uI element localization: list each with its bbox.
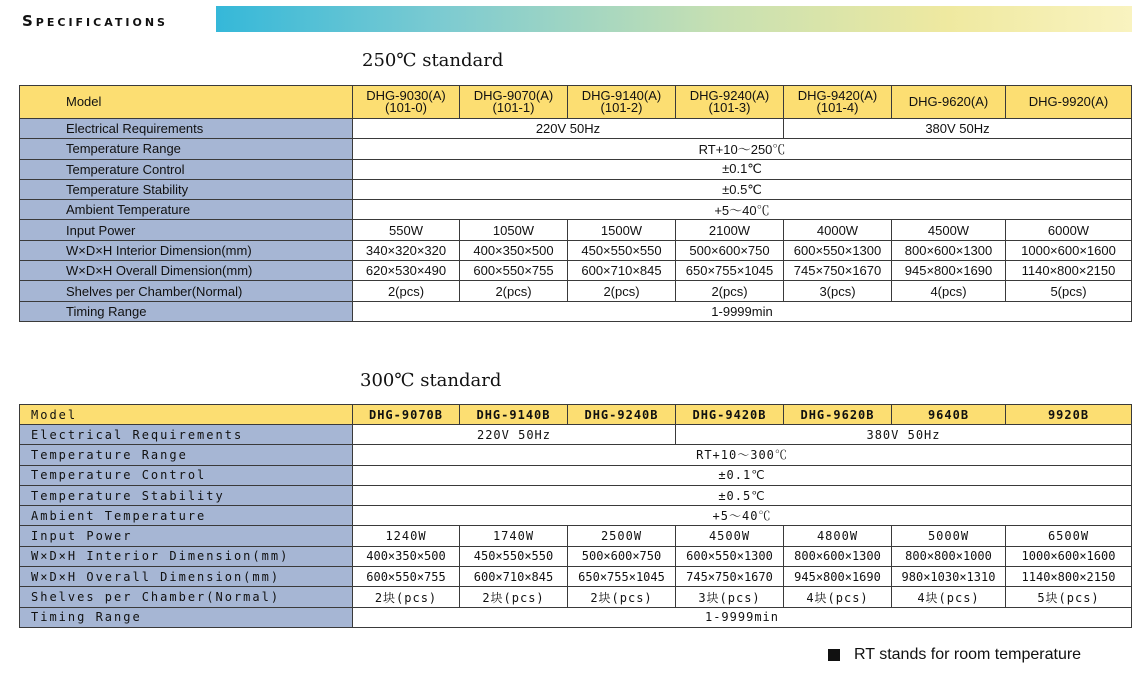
cell-value: 5块(pcs) [1006, 587, 1132, 607]
cell-value: 3块(pcs) [676, 587, 784, 607]
row-label: Input Power [20, 220, 353, 240]
model-name: DHG-9140B [460, 405, 568, 425]
table-row [20, 465, 1132, 485]
cell-value: 6000W [1006, 220, 1132, 240]
row-label: W×D×H Overall Dimension(mm) [20, 261, 353, 281]
page-title: Specifications [22, 12, 168, 30]
model-header-row [20, 405, 1132, 425]
cell-value: 1500W [568, 220, 676, 240]
row-label: Ambient Temperature [20, 200, 353, 220]
section-title-250: 250℃ standard [362, 50, 504, 71]
model-name: DHG-9240B [568, 405, 676, 425]
cell-value: 2(pcs) [568, 281, 676, 301]
cell-value: 1-9999min [353, 607, 1132, 627]
cell-value: 1140×800×2150 [1006, 261, 1132, 281]
cell-value: 1050W [460, 220, 568, 240]
cell-value: 500×600×750 [568, 546, 676, 566]
table-row [20, 587, 1132, 607]
model-name: DHG-9070B [353, 405, 460, 425]
table-row [20, 261, 1132, 281]
cell-value: 800×600×1300 [784, 546, 892, 566]
table-row [20, 119, 1132, 139]
cell-value: 5(pcs) [1006, 281, 1132, 301]
cell-value: 2块(pcs) [353, 587, 460, 607]
cell-value: 4500W [676, 526, 784, 546]
model-name: DHG-9240(A) (101-3) [676, 86, 784, 119]
cell-value: 4块(pcs) [892, 587, 1006, 607]
table-row [20, 546, 1132, 566]
model-name: DHG-9420B [676, 405, 784, 425]
cell-value: 745×750×1670 [676, 567, 784, 587]
cell-value: 800×800×1000 [892, 546, 1006, 566]
row-label: Temperature Control [20, 159, 353, 179]
cell-value: 2100W [676, 220, 784, 240]
cell-value: 4块(pcs) [784, 587, 892, 607]
row-label: W×D×H Overall Dimension(mm) [20, 567, 353, 587]
cell-value: 2500W [568, 526, 676, 546]
row-label: Temperature Stability [20, 485, 353, 505]
row-label: Temperature Range [20, 139, 353, 159]
spec-table-250 [19, 85, 1132, 322]
table-row [20, 139, 1132, 159]
row-label: Temperature Stability [20, 179, 353, 199]
model-name: 9640B [892, 405, 1006, 425]
cell-value: 2块(pcs) [460, 587, 568, 607]
cell-value: 600×550×1300 [784, 240, 892, 260]
cell-value: 745×750×1670 [784, 261, 892, 281]
model-name: DHG-9070(A) (101-1) [460, 86, 568, 119]
cell-value: 600×710×845 [460, 567, 568, 587]
table-row [20, 281, 1132, 301]
square-bullet-icon [828, 649, 840, 661]
row-label: Temperature Control [20, 465, 353, 485]
table-row [20, 567, 1132, 587]
cell-value: ±0.5℃ [353, 485, 1132, 505]
model-name: DHG-9620B [784, 405, 892, 425]
specifications-header [0, 6, 1145, 36]
cell-value: 800×600×1300 [892, 240, 1006, 260]
table-row [20, 526, 1132, 546]
cell-value: 600×550×755 [353, 567, 460, 587]
cell-value: 6500W [1006, 526, 1132, 546]
model-label: Model [20, 405, 353, 425]
cell-value: 4500W [892, 220, 1006, 240]
cell-value: 4800W [784, 526, 892, 546]
model-name: DHG-9420(A) (101-4) [784, 86, 892, 119]
table-row [20, 485, 1132, 505]
model-header-row [20, 86, 1132, 119]
cell-value: ±0.1℃ [353, 465, 1132, 485]
section-title-300: 300℃ standard [360, 370, 502, 391]
cell-value: 650×755×1045 [676, 261, 784, 281]
cell-value: 5000W [892, 526, 1006, 546]
model-name: 9920B [1006, 405, 1132, 425]
row-label: Temperature Range [20, 445, 353, 465]
cell-value: ±0.5℃ [353, 179, 1132, 199]
cell-value: ±0.1℃ [353, 159, 1132, 179]
cell-value: 980×1030×1310 [892, 567, 1006, 587]
cell-value: 3(pcs) [784, 281, 892, 301]
cell-value: 2块(pcs) [568, 587, 676, 607]
table-row [20, 607, 1132, 627]
cell-value: 600×710×845 [568, 261, 676, 281]
cell-value: 4000W [784, 220, 892, 240]
table-row [20, 506, 1132, 526]
cell-value: 550W [353, 220, 460, 240]
model-name: DHG-9140(A) (101-2) [568, 86, 676, 119]
cell-value: 620×530×490 [353, 261, 460, 281]
footnote [828, 646, 1081, 664]
model-label: Model [20, 86, 353, 119]
cell-value: 600×550×1300 [676, 546, 784, 566]
table-row [20, 220, 1132, 240]
table-row [20, 159, 1132, 179]
row-label: Ambient Temperature [20, 506, 353, 526]
header-gradient-bar [216, 6, 1132, 32]
cell-value: 2(pcs) [460, 281, 568, 301]
row-label: Shelves per Chamber(Normal) [20, 587, 353, 607]
cell-value: 380V 50Hz [784, 119, 1132, 139]
table-row [20, 301, 1132, 321]
model-name: DHG-9030(A) (101-0) [353, 86, 460, 119]
cell-value: 650×755×1045 [568, 567, 676, 587]
row-label: Electrical Requirements [20, 119, 353, 139]
cell-value: 2(pcs) [676, 281, 784, 301]
cell-value: 220V 50Hz [353, 119, 784, 139]
table-row [20, 240, 1132, 260]
cell-value: +5～40℃ [353, 200, 1132, 220]
cell-value: 380V 50Hz [676, 425, 1132, 445]
cell-value: 1000×600×1600 [1006, 546, 1132, 566]
row-label: Input Power [20, 526, 353, 546]
row-label: Electrical Requirements [20, 425, 353, 445]
model-name: DHG-9920(A) [1006, 86, 1132, 119]
table-row [20, 200, 1132, 220]
cell-value: 4(pcs) [892, 281, 1006, 301]
cell-value: 945×800×1690 [784, 567, 892, 587]
cell-value: 400×350×500 [460, 240, 568, 260]
table-row [20, 425, 1132, 445]
cell-value: 2(pcs) [353, 281, 460, 301]
cell-value: 500×600×750 [676, 240, 784, 260]
cell-value: RT+10～250℃ [353, 139, 1132, 159]
cell-value: RT+10～300℃ [353, 445, 1132, 465]
row-label: Timing Range [20, 607, 353, 627]
cell-value: 1140×800×2150 [1006, 567, 1132, 587]
cell-value: 340×320×320 [353, 240, 460, 260]
cell-value: 1000×600×1600 [1006, 240, 1132, 260]
cell-value: 1-9999min [353, 301, 1132, 321]
spec-table-300 [19, 404, 1132, 628]
row-label: W×D×H Interior Dimension(mm) [20, 240, 353, 260]
cell-value: 220V 50Hz [353, 425, 676, 445]
footnote-text: RT stands for room temperature [854, 646, 1082, 663]
table-row [20, 445, 1132, 465]
cell-value: 1740W [460, 526, 568, 546]
cell-value: 450×550×550 [568, 240, 676, 260]
cell-value: 1240W [353, 526, 460, 546]
cell-value: +5～40℃ [353, 506, 1132, 526]
row-label: Timing Range [20, 301, 353, 321]
cell-value: 400×350×500 [353, 546, 460, 566]
cell-value: 450×550×550 [460, 546, 568, 566]
cell-value: 945×800×1690 [892, 261, 1006, 281]
row-label: W×D×H Interior Dimension(mm) [20, 546, 353, 566]
model-name: DHG-9620(A) [892, 86, 1006, 119]
table-row [20, 179, 1132, 199]
cell-value: 600×550×755 [460, 261, 568, 281]
row-label: Shelves per Chamber(Normal) [20, 281, 353, 301]
